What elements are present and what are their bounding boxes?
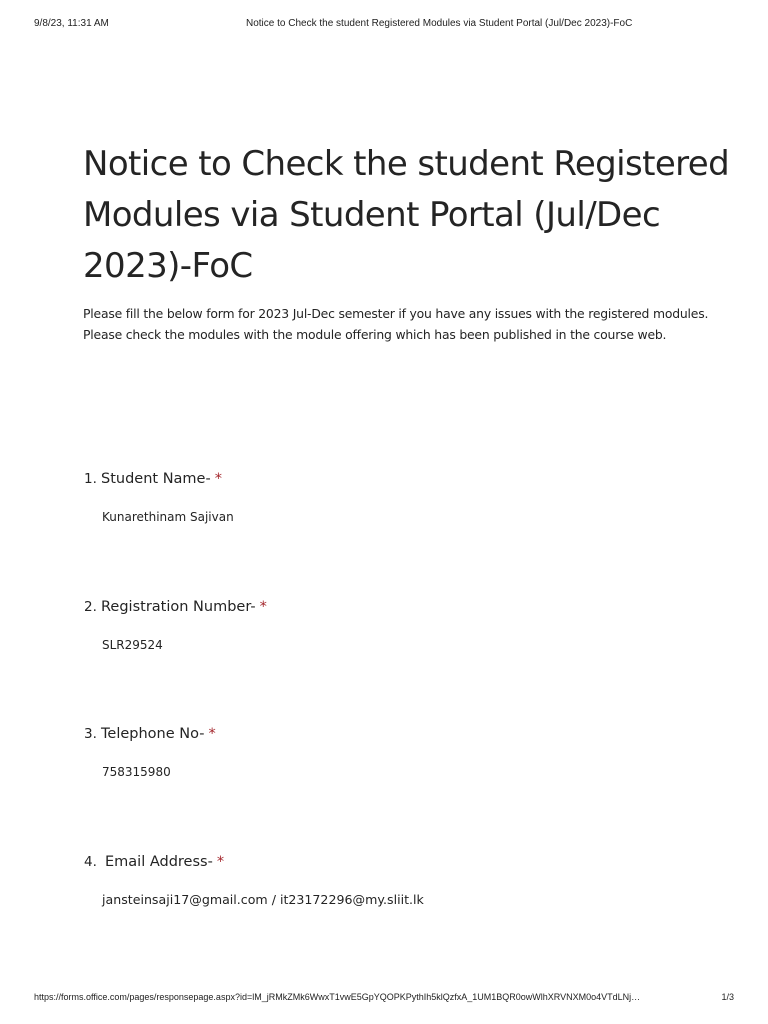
print-header	[34, 18, 734, 32]
answer-value: Kunarethinam Sajivan	[102, 510, 234, 524]
question-number: 1.	[84, 471, 97, 487]
required-marker: *	[214, 471, 222, 487]
question-student-name	[84, 469, 704, 524]
question-header	[84, 597, 704, 619]
question-label	[101, 469, 222, 489]
question-label-text: Student Name-	[101, 471, 211, 487]
question-number: 4.	[84, 854, 97, 870]
question-telephone	[84, 724, 704, 779]
print-datetime: 9/8/23, 11:31 AM	[34, 18, 109, 29]
question-header	[84, 724, 704, 746]
print-url: https://forms.office.com/pages/responsepage.aspx?id=lM_jRMkZMk6WwxT1vwE5GpYQOPKPythIh5klQzfxA_1UM1BQR0owWlhXRVNXM0o4VTdLNj…	[34, 992, 641, 1002]
question-header	[84, 852, 704, 874]
required-marker: *	[216, 854, 225, 870]
print-footer	[34, 992, 734, 1006]
form-description: Please fill the below form for 2023 Jul-Dec semester if you have any issues with the registered modules. Please check the modules with the module offering which has been published in the course web.	[83, 306, 709, 342]
page-indicator: 1/3	[721, 992, 734, 1002]
question-registration-number	[84, 597, 704, 652]
form-title: Notice to Check the student Registered Modules via Student Portal (Jul/Dec 2023)-FoC	[83, 144, 730, 286]
question-label-text: Registration Number-	[101, 599, 256, 615]
question-label-text: Telephone No-	[101, 726, 205, 742]
question-email-address	[84, 852, 704, 907]
required-marker: *	[259, 599, 267, 615]
question-label	[101, 724, 216, 744]
answer-value: 758315980	[102, 765, 171, 779]
question-number: 2.	[84, 599, 97, 615]
print-document-title: Notice to Check the student Registered Modules via Student Portal (Jul/Dec 2023)-FoC	[246, 18, 633, 29]
question-number: 3.	[84, 726, 97, 742]
required-marker: *	[208, 726, 216, 742]
question-header	[84, 469, 704, 491]
question-label	[105, 852, 224, 872]
answer-value: SLR29524	[102, 638, 163, 652]
answer-value: jansteinsaji17@gmail.com / it23172296@my.sliit.lk	[102, 892, 424, 907]
question-label-text: Email Address-	[105, 854, 213, 870]
question-label	[101, 597, 267, 617]
